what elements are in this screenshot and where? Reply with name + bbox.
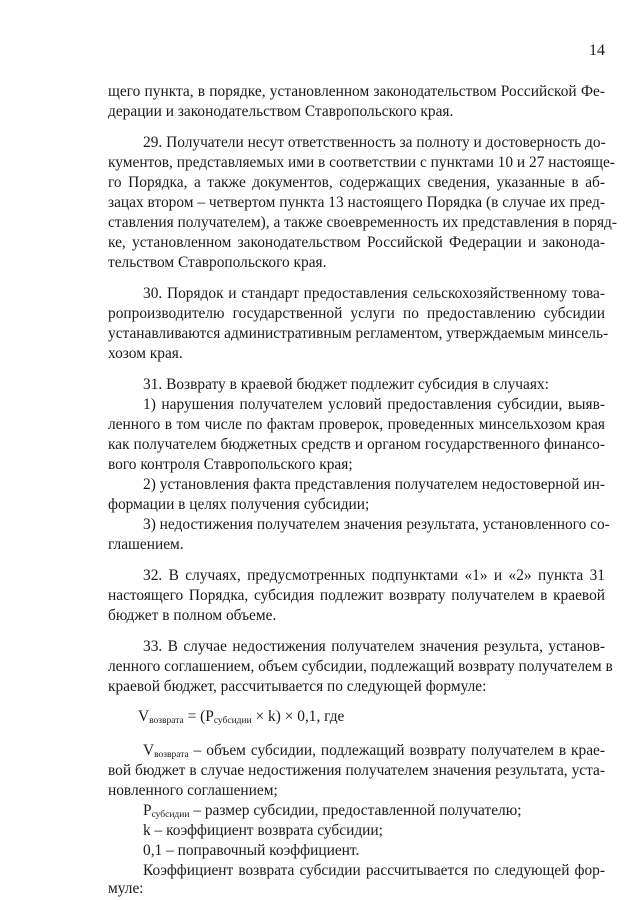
text-line: дерации и законодательством Ставропольского края. — [108, 103, 454, 120]
text-line: кументов, представляемых ими в соответствии с пунктами 10 и 27 настояще- — [108, 154, 615, 171]
text-line: ленного в том числе по фактам проверок, проведенных минсельхозом края — [108, 416, 605, 433]
text-line: вой бюджет в случае недостижения получателем значения результата, уста- — [108, 762, 605, 779]
text-line: вого контроля Ставропольского края; — [108, 456, 353, 473]
text-line: 33. В случае недостижения получателем значения результа, установ- — [143, 638, 605, 655]
formula: $V_{возврата} = (P_{субсидии} \times k) \times 0,1$, где — [138, 708, 345, 726]
text-line: новленного соглашением; — [108, 782, 278, 799]
text-line: ропроизводителю государственной услуги по предоставлению субсидии — [108, 305, 605, 322]
text-line: тельством Ставропольского края. — [108, 254, 327, 271]
text-line: ленного соглашением, объем субсидии, подлежащий возврату получателем в — [108, 658, 613, 675]
text-line: 31. Возврату в краевой бюджет подлежит субсидия в случаях: — [143, 376, 549, 393]
page-number: 14 — [589, 42, 605, 59]
definition-v: $V_{возврата}$ – объем субсидии, подлежащий возврату получателем в крае- — [143, 742, 605, 760]
text-line: 2) установления факта представления получателем недостоверной ин- — [143, 476, 605, 493]
text-line: ке, установленном законодательством Российской Федерации и законода- — [108, 234, 605, 251]
text-line: муле: — [108, 880, 144, 897]
text-line: устанавливаются административным регламентом, утверждаемым минсель- — [108, 325, 609, 342]
text-line: 32. В случаях, предусмотренных подпунктами «1» и «2» пункта 31 — [143, 567, 605, 584]
text-line: Коэффициент возврата субсидии рассчитывается по следующей фор- — [143, 862, 605, 879]
text-line: 30. Порядок и стандарт предоставления сельскохозяйственному това- — [143, 285, 605, 302]
text-line: 3) недостижения получателем значения результата, установленного со- — [143, 516, 610, 533]
text-line: щего пункта, в порядке, установленном законодательством Российской Фе- — [108, 83, 605, 100]
text-line: краевой бюджет, рассчитывается по следующей формуле: — [108, 678, 487, 695]
text-line: как получателем бюджетных средств и органом государственного финансо- — [108, 436, 605, 453]
text-line: 1) нарушения получателем условий предоставления субсидии, выяв- — [143, 396, 605, 413]
text-line: зацах втором – четвертом пункта 13 настоящего Порядка (в случае их пред- — [108, 194, 605, 211]
definition-p: $P_{субсидии}$ – размер субсидии, предоставленной получателю; — [143, 802, 522, 820]
text-line: 0,1 – поправочный коэффициент. — [143, 842, 360, 859]
text-line: хозом края. — [108, 345, 183, 362]
text-line: ставления получателем), а также своевременность их представления в поряд- — [108, 214, 618, 231]
text-line: 29. Получатели несут ответственность за полноту и достоверность до- — [143, 134, 606, 151]
text-line: го Порядка, а также документов, содержащих сведения, указанные в аб- — [108, 174, 605, 191]
text-line: формации в целях получения субсидии; — [108, 496, 370, 513]
text-line: бюджет в полном объеме. — [108, 607, 277, 624]
text-line: k – коэффициент возврата субсидии; — [143, 822, 383, 839]
text-line: глашением. — [108, 536, 184, 553]
text-line: настоящего Порядка, субсидия подлежит возврату получателем в краевой — [108, 587, 605, 604]
